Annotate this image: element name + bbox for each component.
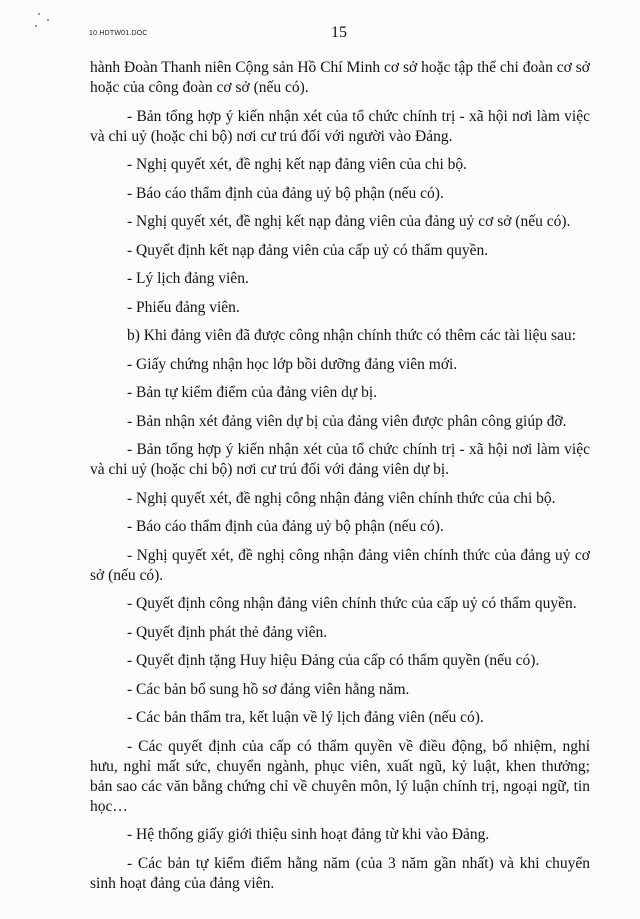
paragraph: - Các quyết định của cấp có thẩm quyền về điều động, bổ nhiệm, nghỉ hưu, nghỉ mất sức, chuyển ngành, phục viên, xuất ngũ, kỷ luật, khen thưởng; bản sao các văn bằng chứng chỉ về chuyên môn, lý luận chính trị, ngoại ngữ, tin học… bbox=[90, 737, 590, 815]
paragraph: - Bản nhận xét đảng viên dự bị của đảng viên được phân công giúp đỡ. bbox=[127, 412, 567, 430]
section-heading: b) Khi đảng viên đã được công nhận chính thức có thêm các tài liệu sau: bbox=[127, 327, 576, 344]
paragraph: - Báo cáo thẩm định của đảng uỷ bộ phận (nếu có). bbox=[127, 518, 444, 535]
paragraph: - Lý lịch đảng viên. bbox=[127, 270, 249, 287]
paragraph: - Bản tự kiểm điểm của đảng viên dự bị. bbox=[127, 384, 378, 401]
paragraph: - Quyết định tặng Huy hiệu Đảng của cấp có thẩm quyền (nếu có). bbox=[127, 652, 540, 669]
paragraph: - Bản tổng hợp ý kiến nhận xét của tổ chức chính trị - xã hội nơi làm việc và chi uỷ (hoặc chi bộ) nơi cư trú đối với người vào Đảng. bbox=[90, 107, 590, 145]
paragraph: hành Đoàn Thanh niên Cộng sản Hồ Chí Minh cơ sở hoặc tập thể chi đoàn cơ sở hoặc của công đoàn cơ sở (nếu có). bbox=[90, 59, 590, 96]
document-body bbox=[90, 58, 590, 902]
paragraph: - Báo cáo thẩm định của đảng uỷ bộ phận (nếu có). bbox=[127, 184, 444, 202]
paragraph: - Quyết định kết nạp đảng viên của cấp uỷ có thẩm quyền. bbox=[127, 241, 489, 259]
paragraph: - Các bản thẩm tra, kết luận về lý lịch đảng viên (nếu có). bbox=[127, 709, 484, 726]
paragraph: - Các bản bổ sung hồ sơ đảng viên hằng năm. bbox=[127, 680, 410, 698]
scan-artifact bbox=[38, 13, 40, 15]
scan-artifact bbox=[35, 25, 37, 27]
paragraph: - Các bản tự kiểm điểm hằng năm (của 3 năm gần nhất) và khi chuyển sinh hoạt đảng của đảng viên. bbox=[90, 854, 590, 892]
paragraph: - Quyết định phát thẻ đảng viên. bbox=[127, 623, 328, 641]
paragraph: - Bản tổng hợp ý kiến nhận xét của tổ chức chính trị - xã hội nơi làm việc và chi uỷ (hoặc chi bộ) nơi cư trú đối với đảng viên dự bị. bbox=[90, 441, 590, 478]
paragraph: - Phiếu đảng viên. bbox=[127, 298, 240, 316]
paragraph: - Nghị quyết xét, đề nghị kết nạp đảng viên của chi bộ. bbox=[127, 156, 468, 173]
scan-artifact bbox=[47, 19, 49, 21]
paragraph: - Hệ thống giấy giới thiệu sinh hoạt đảng từ khi vào Đảng. bbox=[127, 826, 490, 843]
paragraph: - Nghị quyết xét, đề nghị công nhận đảng viên chính thức của đảng uỷ cơ sở (nếu có). bbox=[90, 546, 590, 584]
paragraph: - Giấy chứng nhận học lớp bồi dưỡng đảng viên mới. bbox=[127, 355, 458, 373]
page-number: 15 bbox=[331, 24, 347, 41]
file-code: 10.HDTW01.DOC bbox=[89, 30, 148, 37]
paragraph: - Nghị quyết xét, đề nghị công nhận đảng viên chính thức của chi bộ. bbox=[127, 489, 556, 507]
paragraph: - Nghị quyết xét, đề nghị kết nạp đảng viên của đảng uỷ cơ sở (nếu có). bbox=[127, 213, 571, 230]
paragraph: - Quyết định công nhận đảng viên chính thức của cấp uỷ có thẩm quyền. bbox=[127, 595, 577, 612]
